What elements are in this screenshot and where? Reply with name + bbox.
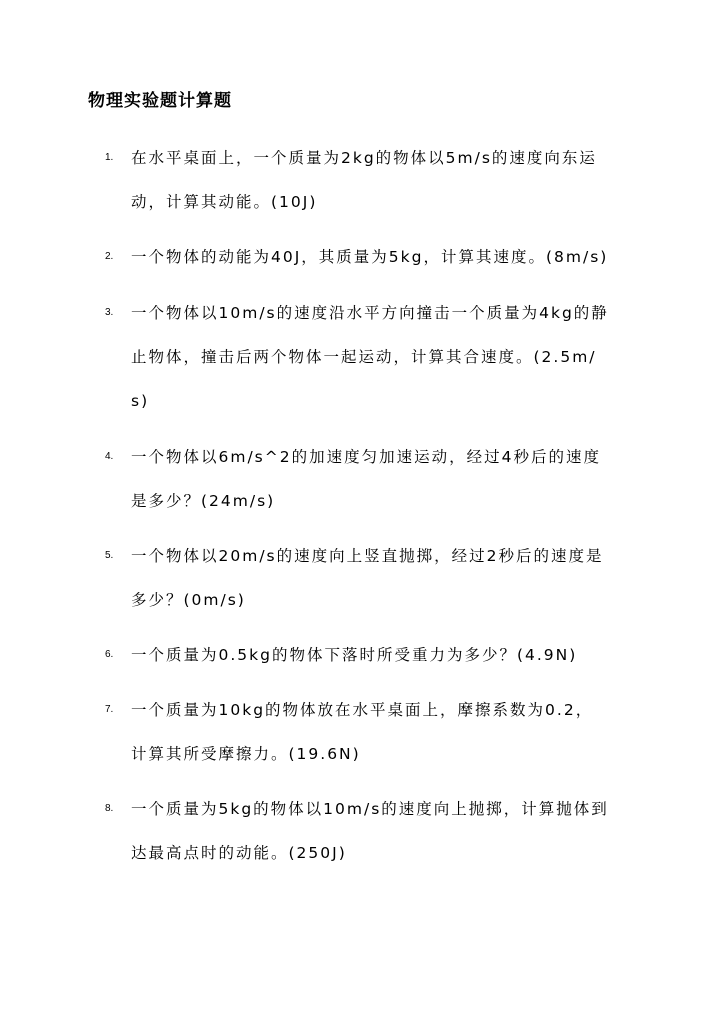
question-number: 6. — [105, 649, 114, 660]
question-number: 7. — [105, 704, 114, 715]
question-number: 1. — [105, 152, 114, 163]
question-number: 8. — [105, 803, 114, 814]
question-text-line: 是多少？(24m/s) — [131, 492, 276, 510]
question-text-line: 一个物体的动能为40J，其质量为5kg，计算其速度。(8m/s) — [131, 248, 609, 266]
question-text-line: 一个质量为5kg的物体以10m/s的速度向上抛掷，计算抛体到 — [131, 800, 609, 818]
question-number: 2. — [105, 251, 114, 262]
question-text-line: 一个物体以10m/s的速度沿水平方向撞击一个质量为4kg的静 — [131, 304, 609, 322]
question-number: 3. — [105, 307, 114, 318]
question-text-line: 计算其所受摩擦力。(19.6N) — [131, 745, 361, 763]
question-text-line: 一个质量为0.5kg的物体下落时所受重力为多少？(4.9N) — [131, 646, 578, 664]
question-text-line: 多少？(0m/s) — [131, 591, 246, 609]
question-text-line: s) — [131, 392, 150, 410]
document-title: 物理实验题计算题 — [88, 91, 232, 111]
question-text-line: 动，计算其动能。(10J) — [131, 193, 318, 211]
question-number: 4. — [105, 451, 114, 462]
question-text-line: 一个物体以20m/s的速度向上竖直抛掷，经过2秒后的速度是 — [131, 547, 604, 565]
question-text-line: 在水平桌面上，一个质量为2kg的物体以5m/s的速度向东运 — [131, 149, 597, 167]
question-text-line: 一个质量为10kg的物体放在水平桌面上，摩擦系数为0.2， — [131, 701, 594, 719]
question-text-line: 一个物体以6m/s^2的加速度匀加速运动，经过4秒后的速度 — [131, 448, 601, 466]
question-number: 5. — [105, 550, 114, 561]
question-text-line: 达最高点时的动能。(250J) — [131, 844, 347, 862]
question-text-line: 止物体，撞击后两个物体一起运动，计算其合速度。(2.5m/ — [131, 348, 597, 366]
